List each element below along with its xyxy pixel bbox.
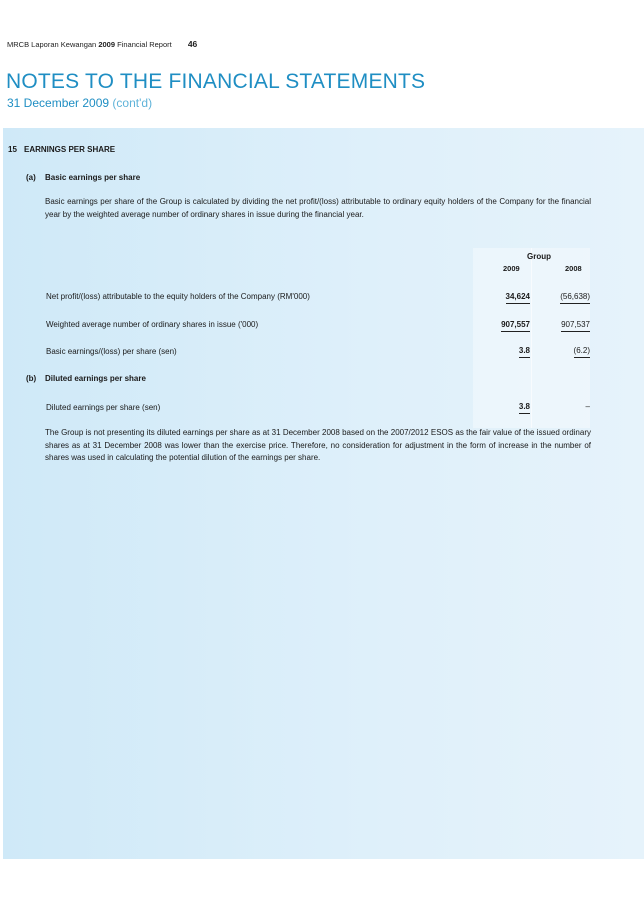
subtitle-cont: (cont'd) <box>112 96 153 110</box>
basic-eps-2009-value: 3.8 <box>519 346 530 358</box>
column-2009: 2009 <box>503 264 520 273</box>
section-number: 15 <box>8 145 17 154</box>
row-weighted-shares-2008 <box>534 320 590 329</box>
row-net-profit-label: Net profit/(loss) attributable to the equity holders of the Company (RM'000) <box>46 292 310 301</box>
net-profit-2009-value: 34,624 <box>506 292 530 304</box>
column-separator <box>531 248 532 428</box>
group-column-highlight <box>473 248 590 428</box>
subsection-b-letter: (b) <box>26 374 37 383</box>
column-2008: 2008 <box>565 264 582 273</box>
basic-eps-paragraph: Basic earnings per share of the Group is calculated by dividing the net profit/(loss) attributable to ordinary equity holders of the Company for the financial year by the weighted average number of ordinary shares in issue during the financial year. <box>45 197 591 219</box>
section-title: EARNINGS PER SHARE <box>24 145 116 154</box>
row-basic-eps-label: Basic earnings/(loss) per share (sen) <box>46 347 177 356</box>
row-weighted-shares-2009 <box>474 320 530 329</box>
subsection-a-letter: (a) <box>26 173 36 182</box>
page-subtitle <box>7 96 152 110</box>
diluted-eps-paragraph: The Group is not presenting its diluted earnings per share as at 31 December 2008 based on the 2007/2012 ESOS as the fair value of the issued ordinary shares as at 31 December 2008 was lower than the exercise price. Therefore, no consideration for adjustment in the form of increase in the number of shares was used in calculating the potential dilution of the earnings per share. <box>45 428 591 462</box>
report-prefix: MRCB Laporan Kewangan <box>7 40 97 49</box>
net-profit-2008-value: (56,638) <box>560 292 590 304</box>
subsection-a-title: Basic earnings per share <box>45 173 141 182</box>
row-weighted-shares-label: Weighted average number of ordinary shares in issue ('000) <box>46 320 259 329</box>
subtitle-date: 31 December 2009 <box>7 96 110 110</box>
row-diluted-eps-2009 <box>474 402 530 411</box>
basic-eps-2008-value: (6.2) <box>574 346 590 358</box>
row-basic-eps-2008 <box>534 346 590 355</box>
page-title: NOTES TO THE FINANCIAL STATEMENTS <box>6 70 426 93</box>
row-diluted-eps-2008 <box>534 402 590 411</box>
weighted-shares-2009-value: 907,557 <box>501 320 530 332</box>
subsection-b-title: Diluted earnings per share <box>45 374 146 383</box>
row-net-profit-2008 <box>534 292 590 301</box>
diluted-eps-2008-value: – <box>585 402 590 411</box>
content-panel <box>3 128 644 859</box>
row-net-profit-2009 <box>474 292 530 301</box>
report-suffix: Financial Report <box>117 40 172 49</box>
row-diluted-eps-label: Diluted earnings per share (sen) <box>46 403 161 412</box>
report-year: 2009 <box>98 40 116 49</box>
diluted-eps-2009-value: 3.8 <box>519 402 530 414</box>
weighted-shares-2008-value: 907,537 <box>561 320 590 332</box>
page-number: 46 <box>187 39 198 49</box>
row-basic-eps-2009 <box>474 346 530 355</box>
group-label: Group <box>527 252 551 261</box>
report-header <box>7 39 197 49</box>
